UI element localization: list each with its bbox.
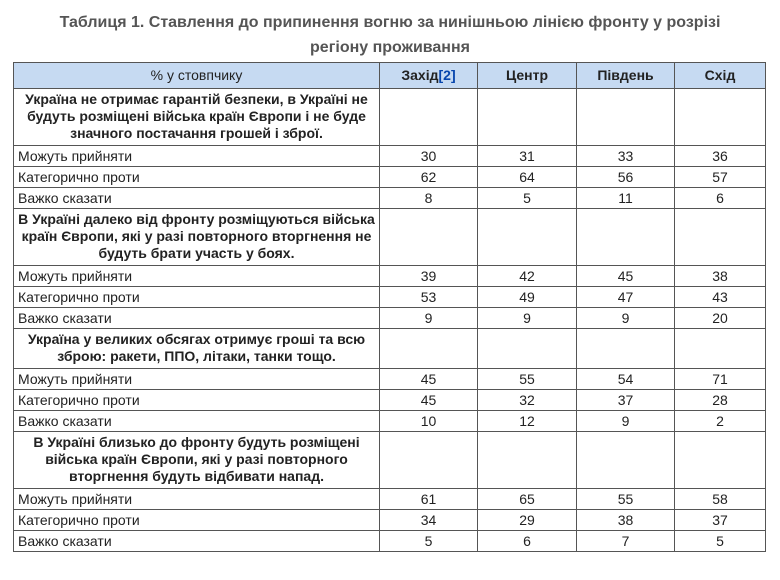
value-cell: 45 (380, 390, 478, 411)
value-cell: 33 (577, 146, 675, 167)
table-row (14, 188, 766, 209)
value-cell: 12 (478, 411, 577, 432)
value-cell: 29 (478, 510, 577, 531)
table-title: Таблиця 1. Ставлення до припинення вогню за нинішньою лінією фронту у розрізі регіону проживання (59, 14, 721, 56)
section-heading: Україна у великих обсягах отримує гроші та всю зброю: ракети, ППО, літаки, танки тощо. (14, 329, 380, 369)
empty-cell (577, 329, 675, 369)
data-table (13, 62, 766, 552)
value-cell: 36 (675, 146, 766, 167)
table-body (14, 89, 766, 552)
row-label: Важко сказати (14, 308, 380, 329)
value-cell: 58 (675, 489, 766, 510)
row-label: Важко сказати (14, 188, 380, 209)
value-cell: 32 (478, 390, 577, 411)
row-label: Важко сказати (14, 411, 380, 432)
value-cell: 38 (577, 510, 675, 531)
empty-cell (478, 209, 577, 266)
value-cell: 53 (380, 287, 478, 308)
header-row (14, 63, 766, 89)
empty-cell (380, 209, 478, 266)
value-cell: 71 (675, 369, 766, 390)
header-center: Центр (478, 63, 577, 89)
empty-cell (478, 432, 577, 489)
empty-cell (380, 432, 478, 489)
section-heading: В Україні далеко від фронту розміщуються війська країн Європи, які у разі повторного вторгнення не будуть брати участь у боях. (14, 209, 380, 266)
empty-cell (380, 89, 478, 146)
value-cell: 11 (577, 188, 675, 209)
value-cell: 31 (478, 146, 577, 167)
value-cell: 45 (577, 266, 675, 287)
empty-cell (478, 329, 577, 369)
empty-cell (478, 89, 577, 146)
header-percent-column: % у стовпчику (14, 63, 380, 89)
empty-cell (577, 432, 675, 489)
value-cell: 30 (380, 146, 478, 167)
value-cell: 8 (380, 188, 478, 209)
value-cell: 5 (478, 188, 577, 209)
value-cell: 56 (577, 167, 675, 188)
empty-cell (675, 329, 766, 369)
section-row (14, 89, 766, 146)
section-row (14, 432, 766, 489)
table-row (14, 146, 766, 167)
section-heading: В Україні близько до фронту будуть розміщені війська країн Європи, які у разі повторного вторгнення будуть відбивати напад. (14, 432, 380, 489)
section-row (14, 329, 766, 369)
value-cell: 6 (478, 531, 577, 552)
table-row (14, 390, 766, 411)
value-cell: 9 (577, 411, 675, 432)
value-cell: 64 (478, 167, 577, 188)
table-row (14, 308, 766, 329)
value-cell: 39 (380, 266, 478, 287)
value-cell: 43 (675, 287, 766, 308)
row-label: Категорично проти (14, 390, 380, 411)
row-label: Категорично проти (14, 167, 380, 188)
footnote-link[interactable]: [2] (438, 67, 456, 83)
value-cell: 42 (478, 266, 577, 287)
header-south: Південь (577, 63, 675, 89)
empty-cell (675, 209, 766, 266)
empty-cell (577, 89, 675, 146)
value-cell: 57 (675, 167, 766, 188)
value-cell: 45 (380, 369, 478, 390)
value-cell: 62 (380, 167, 478, 188)
value-cell: 54 (577, 369, 675, 390)
value-cell: 9 (577, 308, 675, 329)
value-cell: 9 (478, 308, 577, 329)
value-cell: 5 (675, 531, 766, 552)
row-label: Можуть прийняти (14, 369, 380, 390)
table-row (14, 411, 766, 432)
table-row (14, 266, 766, 287)
header-west-label: Захід (401, 67, 439, 83)
value-cell: 37 (577, 390, 675, 411)
value-cell: 28 (675, 390, 766, 411)
table-row (14, 489, 766, 510)
row-label: Можуть прийняти (14, 489, 380, 510)
value-cell: 6 (675, 188, 766, 209)
value-cell: 55 (577, 489, 675, 510)
table-row (14, 287, 766, 308)
value-cell: 55 (478, 369, 577, 390)
table-row (14, 510, 766, 531)
value-cell: 5 (380, 531, 478, 552)
row-label: Важко сказати (14, 531, 380, 552)
table-row (14, 369, 766, 390)
value-cell: 61 (380, 489, 478, 510)
value-cell: 7 (577, 531, 675, 552)
value-cell: 49 (478, 287, 577, 308)
row-label: Можуть прийняти (14, 266, 380, 287)
empty-cell (380, 329, 478, 369)
empty-cell (675, 432, 766, 489)
table-row (14, 531, 766, 552)
section-row (14, 209, 766, 266)
value-cell: 9 (380, 308, 478, 329)
value-cell: 10 (380, 411, 478, 432)
row-label: Категорично проти (14, 510, 380, 531)
row-label: Можуть прийняти (14, 146, 380, 167)
section-heading: Україна не отримає гарантій безпеки, в Україні не будуть розміщені війська країн Європи і не буде значного постачання грошей і зброї. (14, 89, 380, 146)
value-cell: 65 (478, 489, 577, 510)
value-cell: 20 (675, 308, 766, 329)
value-cell: 2 (675, 411, 766, 432)
header-east: Схід (675, 63, 766, 89)
empty-cell (577, 209, 675, 266)
value-cell: 37 (675, 510, 766, 531)
row-label: Категорично проти (14, 287, 380, 308)
value-cell: 38 (675, 266, 766, 287)
empty-cell (675, 89, 766, 146)
value-cell: 47 (577, 287, 675, 308)
value-cell: 34 (380, 510, 478, 531)
header-west (380, 63, 478, 89)
table-row (14, 167, 766, 188)
